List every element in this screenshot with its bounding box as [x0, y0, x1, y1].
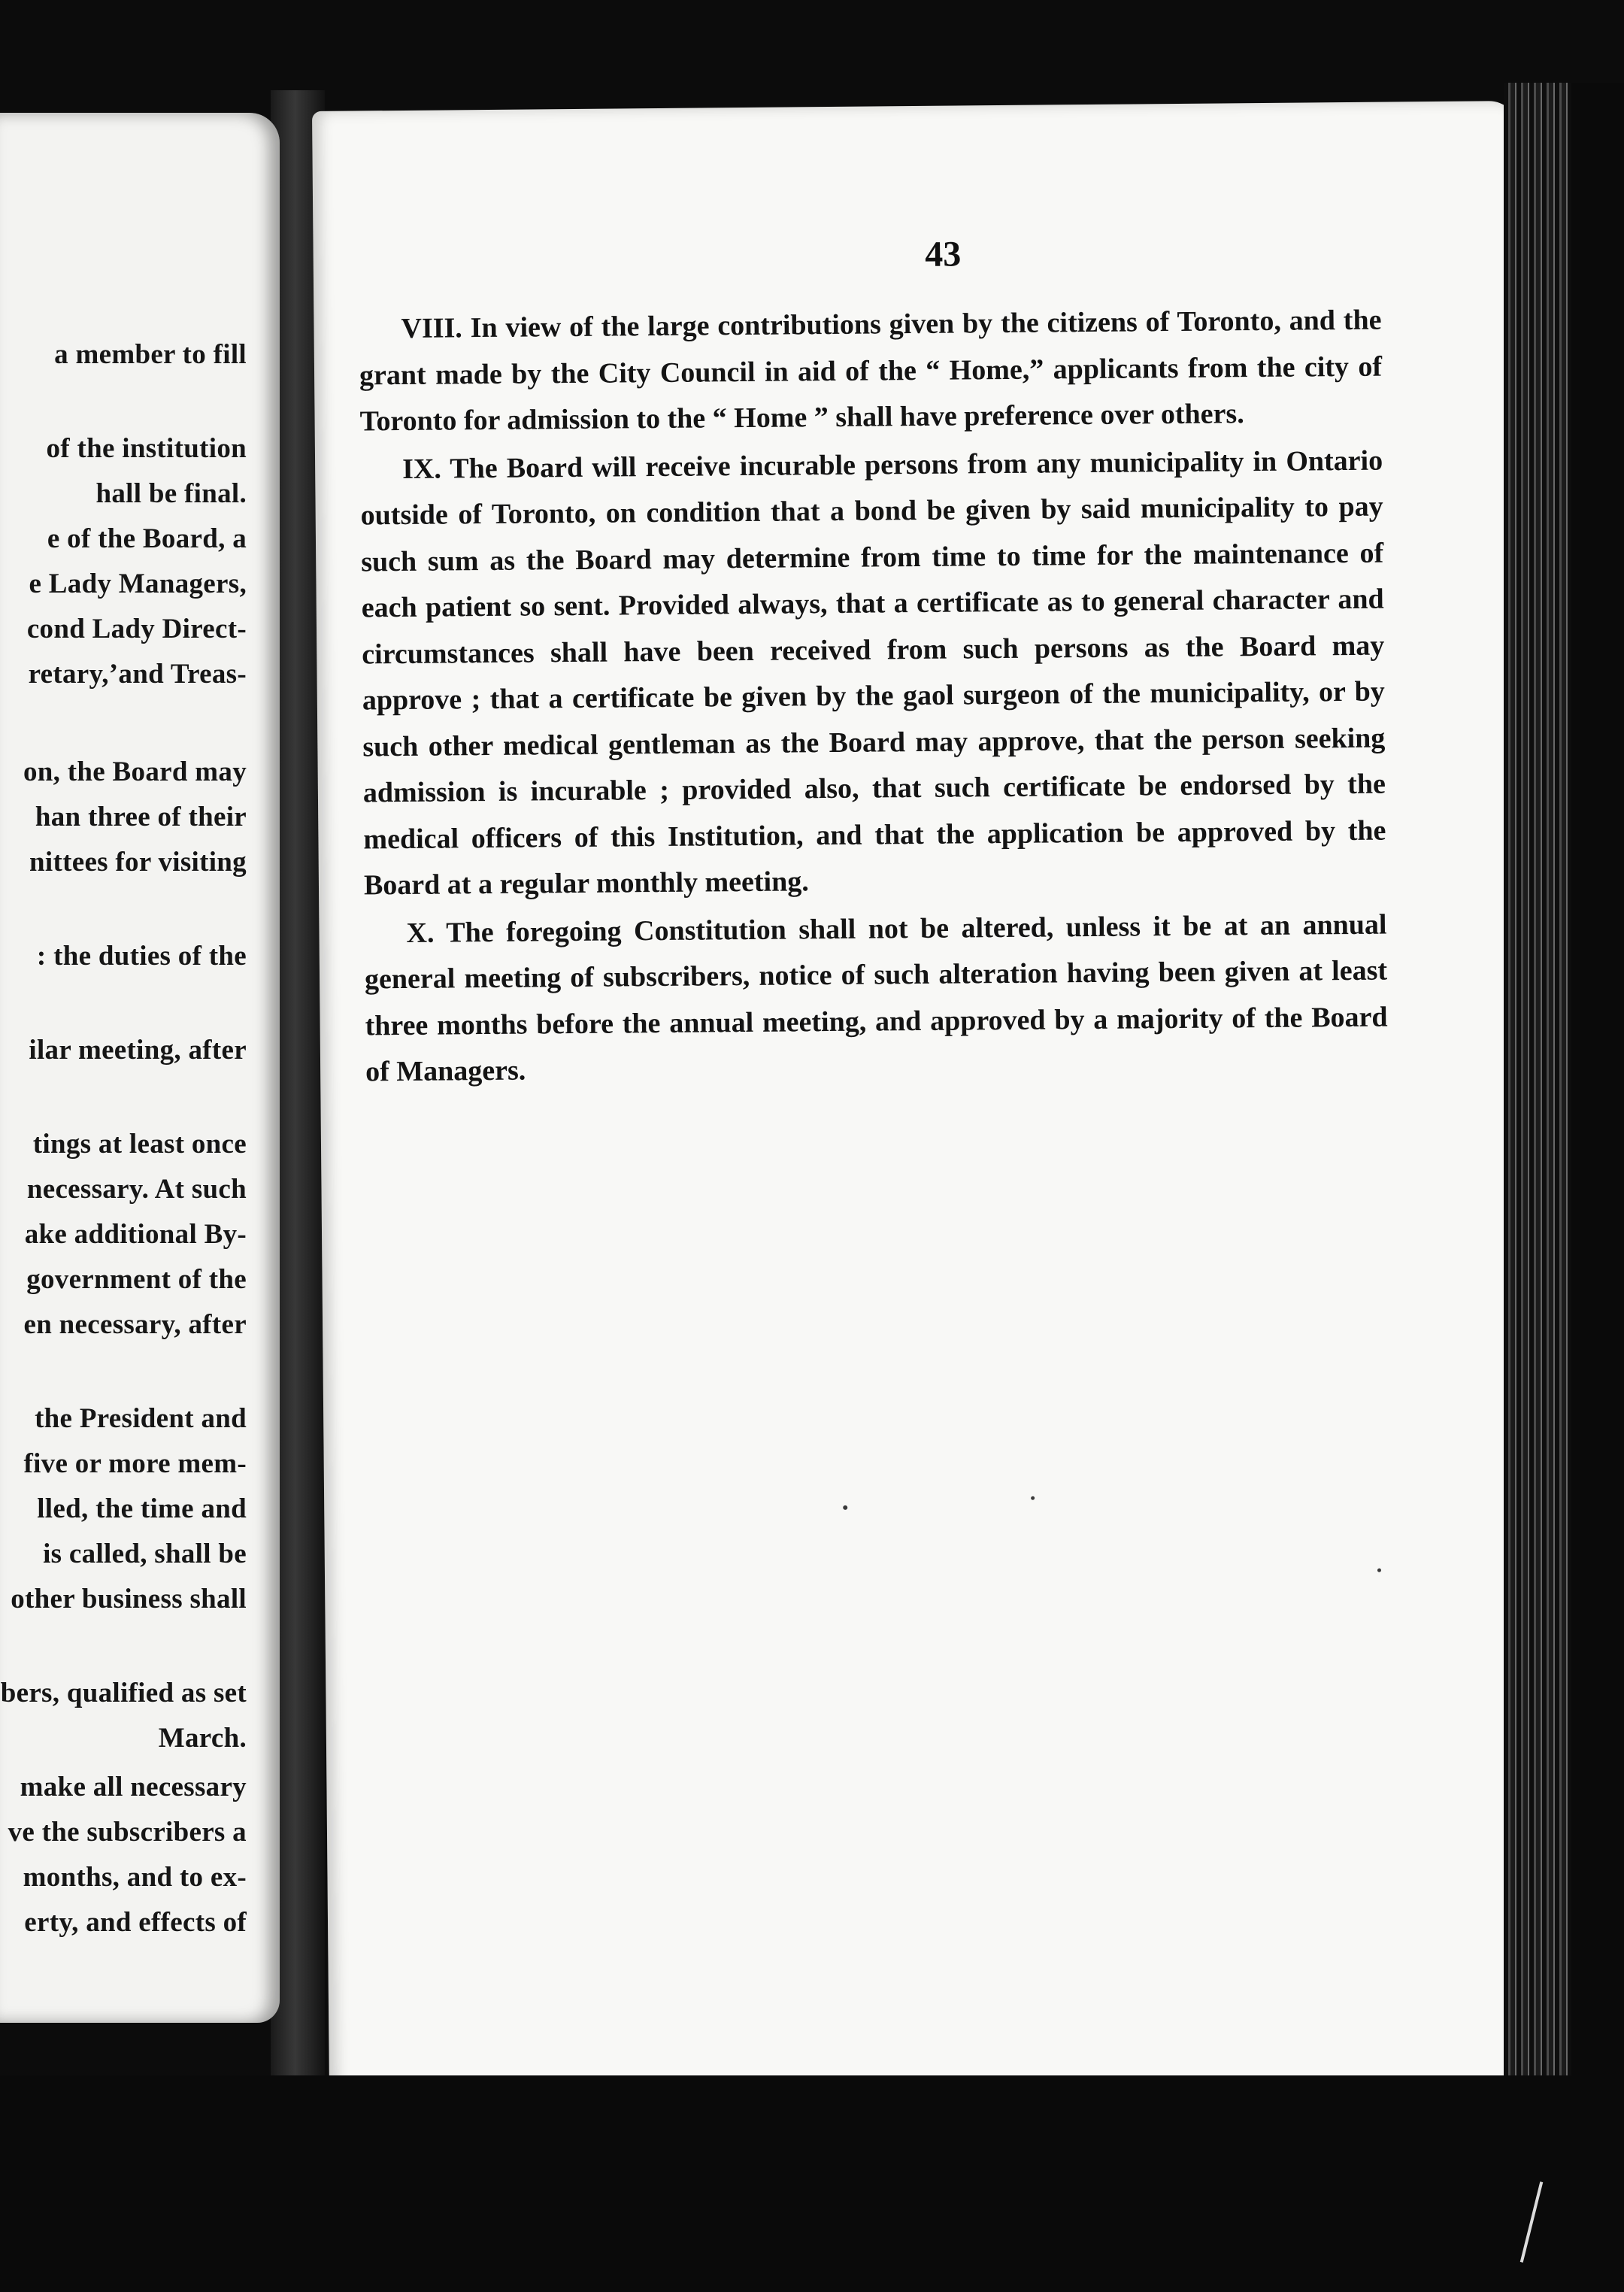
left-page-line: ve the subscribers a — [8, 1817, 247, 1848]
left-page-line: tings at least once — [32, 1129, 247, 1160]
left-page-line: en necessary, after — [23, 1309, 247, 1340]
book-fore-edge — [1504, 83, 1624, 2203]
paragraph-x: X. The foregoing Constitution shall not be altered, unless it be at an annual general meeting of subscribers, notice of such alteration having been given at least three months before the annual meeting, and approved by a majority of the Board of Managers. — [364, 908, 1388, 1088]
left-page-line: cond Lady Direct- — [26, 614, 247, 644]
left-page-line: ilar meeting, after — [29, 1035, 247, 1066]
paper-speck — [1377, 1569, 1381, 1572]
right-page — [312, 101, 1537, 2142]
left-page-line: other business shall — [11, 1584, 247, 1614]
left-page-line: of the institution — [46, 433, 247, 464]
scan-bottom-shadow — [0, 2075, 1624, 2292]
paragraph-viii: VIII. In view of the large contributions given by the citizens of Toronto, and the grant made by the City Council in aid of the “ Home,” applicants from the city of Toronto for admission to the “ Home ” shall have preference over others. — [359, 304, 1383, 438]
left-page-line: hall be final. — [95, 478, 247, 509]
paper-speck — [843, 1505, 847, 1510]
left-page-line: lled, the time and — [37, 1493, 247, 1524]
left-page-line: e Lady Managers, — [29, 568, 247, 599]
paper-speck — [1031, 1496, 1035, 1500]
page-number: 43 — [924, 234, 962, 274]
left-page-line: : the duties of the — [36, 941, 247, 972]
left-page-line: is called, shall be — [43, 1539, 247, 1569]
left-page-line: March. — [158, 1723, 247, 1754]
left-page-line: the President and — [35, 1403, 247, 1434]
left-page — [0, 113, 280, 2023]
left-page-line: necessary. At such — [26, 1174, 247, 1205]
left-page-line: five or more mem- — [23, 1448, 247, 1479]
left-page-line: nittees for visiting — [29, 847, 247, 878]
left-page-line: erty, and effects of — [24, 1907, 247, 1938]
left-page-line: bers, qualified as set — [0, 1678, 247, 1708]
left-page-line: han three of their — [35, 802, 247, 832]
left-page-line: make all necessary — [20, 1772, 247, 1802]
left-page-line: months, and to ex- — [23, 1862, 247, 1893]
left-page-line: a member to fill — [54, 339, 247, 370]
paragraph-ix: IX. The Board will receive incurable persons from any municipality in Ontario outside of Toronto, on condition that a bond be given by said municipality to pay such sum as the Board may determine from time to time for the maintenance of each patient so sent. Provided always, that a certificate as to general character and circumstances shall have been received from such persons as the Board may approve ; that a certificate be given by the gaol surgeon of the municipality, or by such other medical gentleman as the Board may approve, that the person seeking admission is incurable ; provided also, that such certificate be endorsed by the medical officers of this Institution, and that the application be approved by the Board at a regular monthly meeting. — [360, 444, 1386, 902]
left-page-line: on, the Board may — [23, 756, 247, 787]
left-page-line: retary,’and Treas- — [28, 659, 247, 690]
page-body — [359, 298, 1388, 1096]
left-page-line: ake additional By- — [24, 1219, 247, 1250]
left-page-line: e of the Board, a — [47, 523, 247, 554]
left-page-line: government of the — [26, 1264, 247, 1295]
